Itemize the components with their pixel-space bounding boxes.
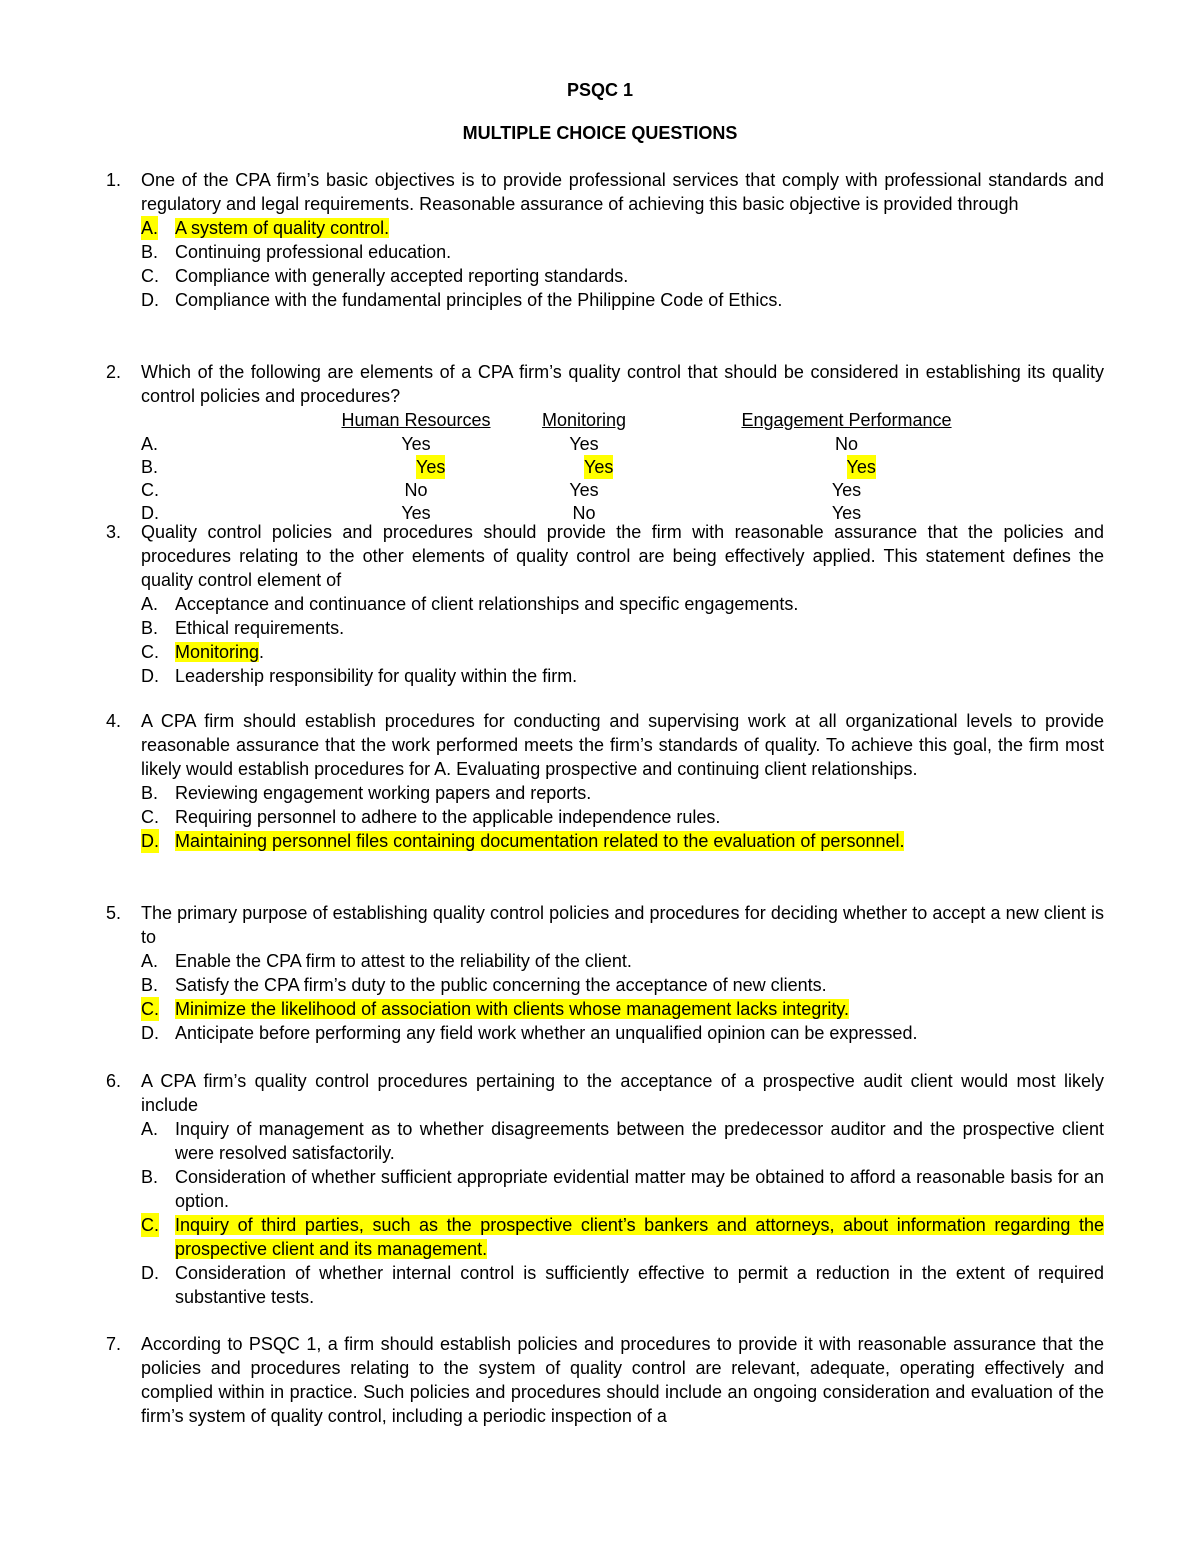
question-number: 1. [106, 170, 122, 190]
question-4 [106, 709, 1104, 853]
option-text: Leadership responsibility for quality within the firm. [175, 666, 578, 686]
table-cell: Yes [584, 457, 614, 477]
question-number: 2. [106, 362, 122, 382]
document-title: PSQC 1 [566, 80, 634, 100]
question-text: A CPA firm’s quality control procedures pertaining to the acceptance of a prospective audit client would most likely include [141, 1071, 1104, 1115]
table-cell: No [572, 503, 596, 523]
option-letter: C. [141, 807, 159, 827]
option-c [141, 640, 1104, 664]
question-2 [106, 360, 1104, 524]
option-letter: B. [141, 618, 159, 638]
option-text: Acceptance and continuance of client relationships and specific engagements. [175, 594, 799, 614]
option-d [141, 1261, 1104, 1309]
question-3 [106, 520, 1104, 688]
option-b [141, 781, 1104, 805]
table-header: Human Resources [341, 410, 491, 430]
option-letter: B. [141, 783, 159, 803]
option-letter: B. [141, 242, 159, 262]
option-text: Satisfy the CPA firm’s duty to the public concerning the acceptance of new clients. [175, 975, 827, 995]
option-letter: D. [141, 666, 159, 686]
option-text: Reviewing engagement working papers and reports. [175, 783, 592, 803]
option-b [141, 973, 1104, 997]
option-suffix: . [259, 642, 265, 662]
question-text: Which of the following are elements of a CPA firm’s quality control that should be considered in establishing its quality control policies and procedures? [141, 362, 1104, 406]
table-cell: Yes [831, 503, 862, 523]
table-row [106, 478, 1104, 501]
option-b [141, 240, 1104, 264]
option-text: Consideration of whether internal control is sufficiently effective to permit a reduction in the extent of required substantive tests. [175, 1263, 1104, 1307]
table-header: Engagement Performance [741, 410, 952, 430]
option-text: Compliance with generally accepted reporting standards. [175, 266, 629, 286]
option-a [141, 949, 1104, 973]
option-text: A system of quality control. [175, 218, 390, 238]
option-letter: B. [141, 975, 159, 995]
option-text: Consideration of whether sufficient appropriate evidential matter may be obtained to afford a reasonable basis for an option. [175, 1167, 1104, 1211]
option-text: Requiring personnel to adhere to the applicable independence rules. [175, 807, 721, 827]
option-d [141, 288, 1104, 312]
question-number: 3. [106, 522, 122, 542]
option-c [141, 997, 1104, 1021]
table-cell: Yes [416, 457, 446, 477]
option-a [141, 592, 1104, 616]
option-text: Ethical requirements. [175, 618, 345, 638]
option-c [141, 264, 1104, 288]
option-text: Enable the CPA firm to attest to the reliability of the client. [175, 951, 632, 971]
question-text: A CPA firm should establish procedures for conducting and supervising work at all organizational levels to provide reasonable assurance that the work performed meets the firm’s standards of quality. To achieve this goal, the firm most likely would establish procedures for A. Evaluating prospective and continuing client relationships. [141, 711, 1104, 779]
table-cell: Yes [831, 480, 862, 500]
option-a [141, 1117, 1104, 1165]
option-d [141, 664, 1104, 688]
option-letter: D. [141, 290, 159, 310]
row-letter: B. [141, 457, 159, 477]
option-letter: D. [141, 1263, 159, 1283]
question-5 [106, 901, 1104, 1045]
question-6 [106, 1069, 1104, 1309]
option-a [141, 216, 1104, 240]
option-text: Inquiry of third parties, such as the prospective client’s bankers and attorneys, about information regarding the prospective client and its management. [175, 1215, 1104, 1259]
row-letter: C. [141, 480, 159, 500]
table-cell: No [404, 480, 428, 500]
table-cell: Yes [569, 480, 599, 500]
question-number: 7. [106, 1334, 122, 1354]
question-text: According to PSQC 1, a firm should establish policies and procedures to provide it with reasonable assurance that the policies and procedures relating to the system of quality control are relevant, adequate, operating effectively and complied within in practice. Such policies and procedures should include an ongoing consideration and evaluation of the firm’s system of quality control, including a periodic inspection of a [141, 1334, 1104, 1426]
table-row [106, 455, 1104, 478]
option-letter: A. [141, 218, 159, 238]
table-cell: Yes [401, 503, 431, 523]
table-row [106, 432, 1104, 455]
option-b [141, 616, 1104, 640]
option-letter: D. [141, 1023, 159, 1043]
question-text: Quality control policies and procedures should provide the firm with reasonable assurance that the policies and procedures relating to the other elements of quality control are being effectively applied. This statement defines the quality control element of [141, 522, 1104, 590]
question-text: One of the CPA firm’s basic objectives is to provide professional services that comply with professional standards and regulatory and legal requirements. Reasonable assurance of achieving this basic objective is provided through [141, 170, 1104, 214]
table-cell: Yes [569, 434, 599, 454]
question-1 [106, 168, 1104, 312]
option-letter: A. [141, 1119, 159, 1139]
option-text: Maintaining personnel files containing documentation related to the evaluation of personnel. [175, 831, 905, 851]
option-text: Monitoring [175, 642, 260, 662]
table-cell: Yes [846, 457, 876, 477]
question-number: 5. [106, 903, 122, 923]
option-letter: C. [141, 642, 159, 662]
option-text: Compliance with the fundamental principles of the Philippine Code of Ethics. [175, 290, 783, 310]
option-letter: B. [141, 1167, 159, 1187]
option-letter: C. [141, 1215, 159, 1235]
option-text: Continuing professional education. [175, 242, 452, 262]
option-b [141, 1165, 1104, 1213]
table-cell: No [834, 434, 858, 454]
option-letter: A. [141, 594, 159, 614]
row-letter: A. [141, 434, 159, 454]
question-number: 4. [106, 711, 122, 731]
question-number: 6. [106, 1071, 122, 1091]
answer-table-header [106, 408, 1104, 432]
question-text: The primary purpose of establishing quality control policies and procedures for deciding whether to accept a new client is to [141, 903, 1104, 947]
option-letter: A. [141, 951, 159, 971]
option-letter: C. [141, 266, 159, 286]
option-letter: C. [141, 999, 159, 1019]
option-d [141, 1021, 1104, 1045]
table-cell: Yes [401, 434, 431, 454]
option-c [141, 805, 1104, 829]
option-c [141, 1213, 1104, 1261]
row-letter: D. [141, 503, 159, 523]
table-header: Monitoring [541, 410, 627, 430]
option-letter: D. [141, 831, 159, 851]
question-7 [106, 1332, 1104, 1428]
option-d [141, 829, 1104, 853]
option-text: Inquiry of management as to whether disagreements between the predecessor auditor and the prospective client were resolved satisfactorily. [175, 1119, 1104, 1163]
document-subtitle: MULTIPLE CHOICE QUESTIONS [462, 123, 738, 143]
option-text: Anticipate before performing any field work whether an unqualified opinion can be expressed. [175, 1023, 918, 1043]
option-text: Minimize the likelihood of association with clients whose management lacks integrity. [175, 999, 849, 1019]
